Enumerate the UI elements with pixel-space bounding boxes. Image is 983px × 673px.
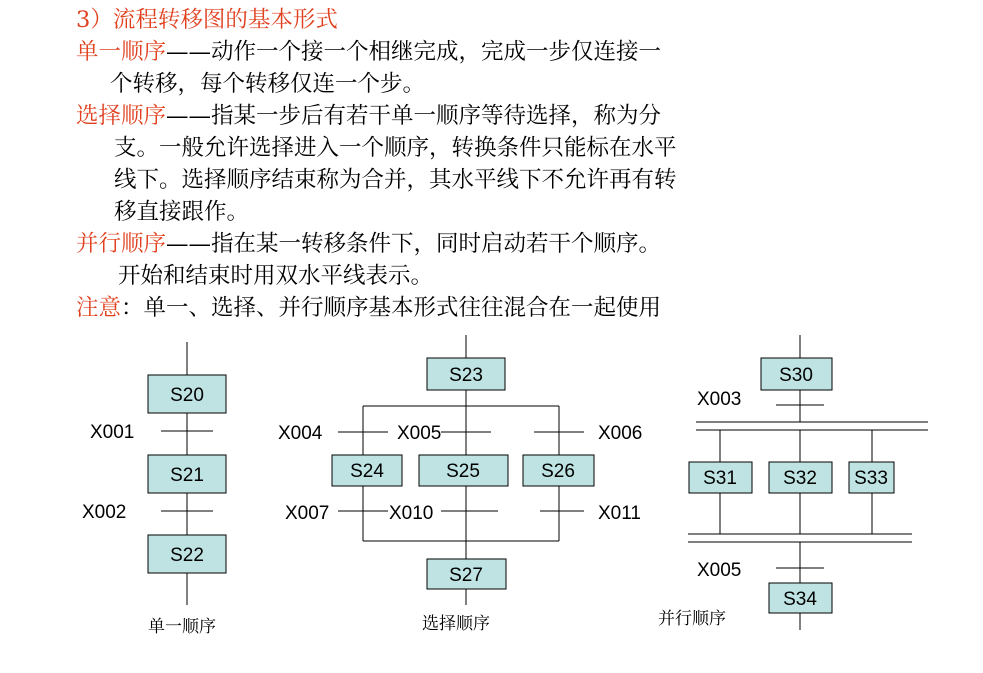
parallel-term: 并行顺序 [76, 231, 167, 257]
step-s24 [332, 455, 402, 486]
parallel-caption: 并行顺序 [658, 609, 726, 629]
select-desc-3: 线下。选择顺序结束称为合并，其水平线下不允许再有转 [114, 167, 677, 193]
step-s22-label: S22 [170, 545, 204, 566]
step-s32-label: S32 [783, 468, 817, 489]
step-s30-label: S30 [779, 365, 813, 386]
transition-label-x006: X006 [598, 423, 643, 444]
transition-label-x007: X007 [285, 503, 330, 524]
step-s26-label: S26 [541, 461, 575, 482]
step-s26 [523, 455, 594, 486]
transition-label-x004: X004 [278, 423, 323, 444]
transition-label-x005: X005 [397, 423, 442, 444]
step-s32 [769, 462, 832, 493]
select-desc-1: ——指某一步后有若干单一顺序等待选择，称为分 [166, 103, 662, 129]
step-s25 [419, 455, 508, 486]
single-term: 单一顺序 [76, 39, 167, 65]
step-s21-label: S21 [170, 465, 204, 486]
single-desc-2: 个转移，每个转移仅连一个步。 [110, 71, 426, 97]
transition-label-x002: X002 [82, 502, 127, 523]
step-s27 [427, 559, 506, 589]
single-sequence-diagram [82, 342, 226, 637]
step-s34 [769, 583, 832, 613]
select-caption: 选择顺序 [422, 614, 490, 634]
step-s33-label: S33 [854, 468, 888, 489]
note-term: 注意 [76, 295, 122, 321]
selective-sequence-diagram [278, 335, 642, 634]
parallel-sequence-diagram [658, 335, 928, 630]
transition-label-x003: X003 [697, 389, 742, 410]
single-desc-1: ——动作一个接一个相继完成，完成一步仅连接一 [166, 39, 662, 65]
parallel-desc-2: 开始和结束时用双水平线表示。 [118, 263, 434, 289]
step-s27-label: S27 [449, 565, 483, 586]
step-s31-label: S31 [703, 468, 737, 489]
step-s22 [148, 535, 226, 573]
transition-label-x001: X001 [90, 422, 135, 443]
transition-label-x011: X011 [598, 503, 641, 524]
step-s33 [849, 462, 894, 493]
step-s21 [148, 455, 226, 493]
step-s23-label: S23 [449, 365, 483, 386]
select-term: 选择顺序 [76, 103, 167, 129]
step-s30 [761, 358, 832, 390]
single-caption: 单一顺序 [148, 617, 216, 637]
note-desc: ：单一、选择、并行顺序基本形式往往混合在一起使用 [121, 295, 662, 321]
transition-label-x010: X010 [389, 503, 434, 524]
select-desc-2: 支。一般允许选择进入一个顺序，转换条件只能标在水平 [114, 135, 677, 161]
transition-label-x005: X005 [697, 560, 742, 581]
step-s23 [427, 358, 505, 390]
step-s20-label: S20 [170, 385, 204, 406]
step-s20 [148, 375, 226, 413]
parallel-desc-1: ——指在某一转移条件下，同时启动若干个顺序。 [166, 231, 662, 257]
step-s31 [689, 462, 752, 493]
step-s24-label: S24 [350, 461, 384, 482]
step-s25-label: S25 [446, 461, 480, 482]
select-desc-4: 移直接跟作。 [114, 199, 250, 225]
step-s34-label: S34 [783, 589, 817, 610]
section-title: 3）流程转移图的基本形式 [76, 7, 338, 33]
